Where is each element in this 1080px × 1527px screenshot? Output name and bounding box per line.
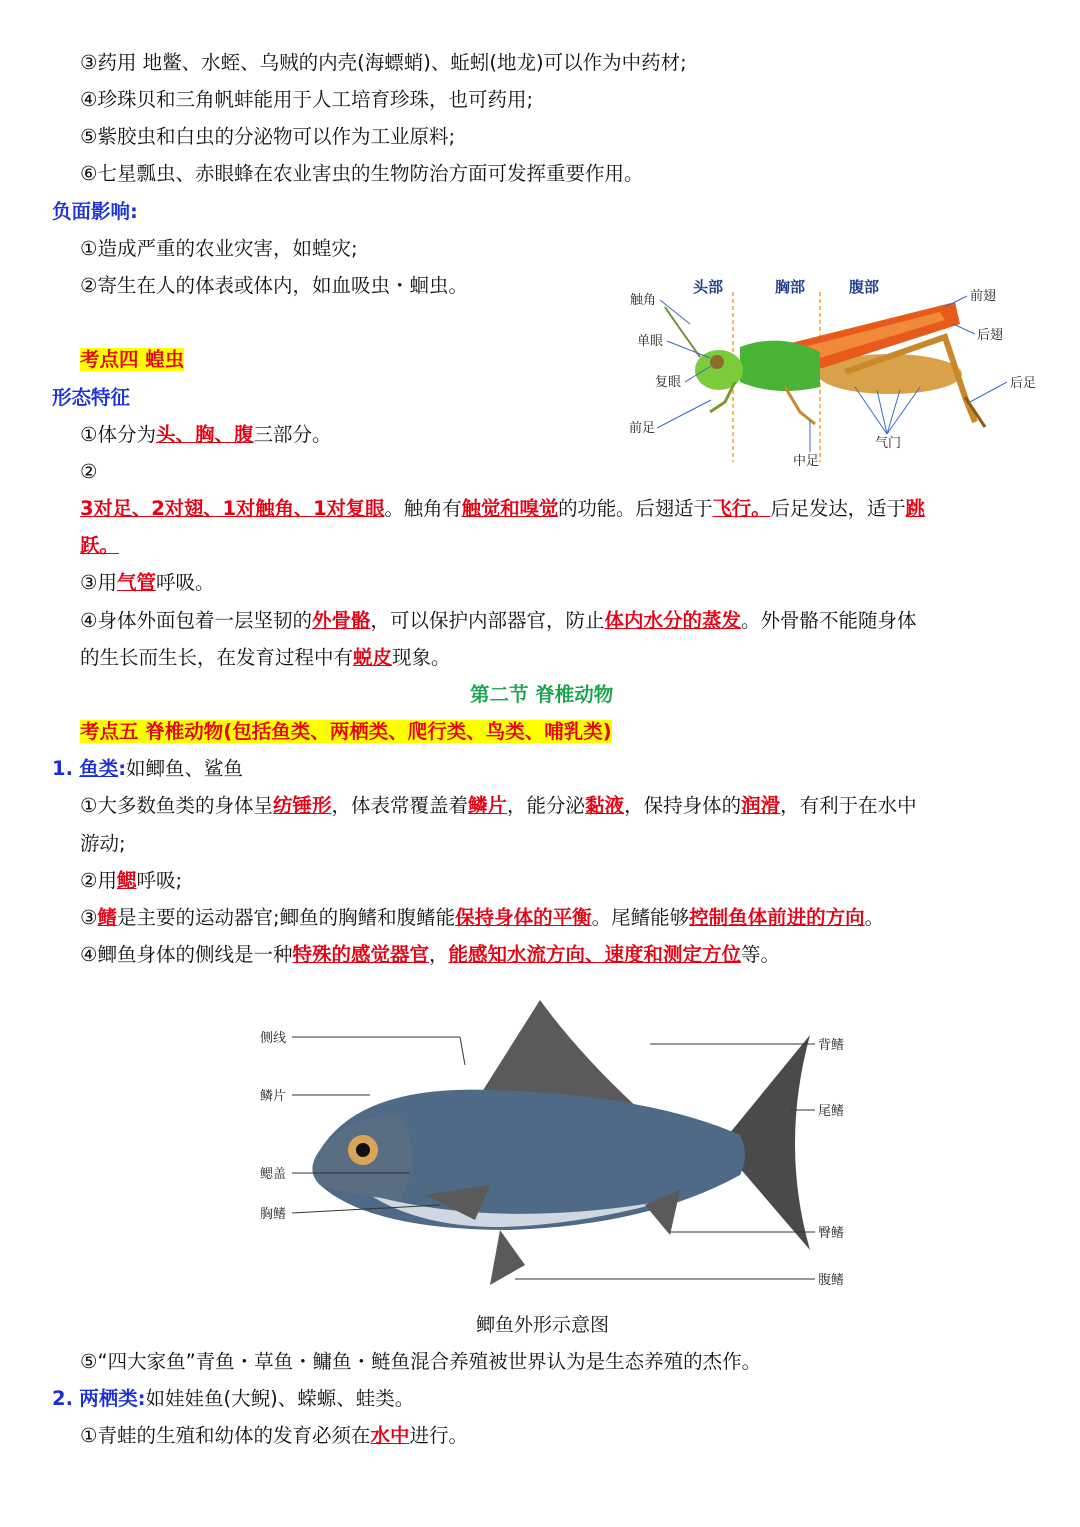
locust-label-compound-eye: 复眼	[655, 375, 682, 390]
negative-item-1: ①造成严重的农业灾害，如蝗灾;	[80, 237, 358, 260]
fish-label: 鱼类	[79, 757, 119, 780]
morph-item-2-number: ②	[80, 460, 98, 483]
text: 三部分。	[253, 423, 332, 446]
negative-impact-heading: 负面影响:	[52, 200, 138, 223]
fish-item-2	[80, 866, 182, 896]
highlight: 蜕皮	[353, 646, 393, 669]
text: ，保持身体的	[624, 794, 742, 817]
text: ，可以保护内部器官，防止	[370, 609, 605, 632]
carp-label-caudal-fin: 尾鳍	[818, 1104, 845, 1119]
highlight: 水中	[370, 1424, 410, 1447]
highlight: 特殊的感觉器官	[292, 943, 429, 966]
fish-heading	[52, 754, 243, 784]
fish-item-5: ⑤“四大家鱼”青鱼・草鱼・鳙鱼・鲢鱼混合养殖被世界认为是生态养殖的杰作。	[80, 1350, 762, 1373]
carp-label-scales: 鳞片	[260, 1089, 287, 1104]
morph-item-2	[80, 494, 925, 524]
highlight: 头、胸、腹	[155, 423, 254, 446]
negative-item-2: ②寄生在人的体表或体内，如血吸虫・蛔虫。	[80, 274, 468, 297]
key-point-5	[80, 717, 612, 747]
text: 。外骨骼不能随身体	[741, 609, 917, 632]
highlight: 触觉和嗅觉	[461, 497, 559, 520]
locust-label-hindwing: 后翅	[977, 328, 1004, 343]
carp-label-dorsal-fin: 背鳍	[818, 1038, 845, 1053]
locust-midleg	[785, 387, 815, 424]
highlight: 鳞片	[468, 794, 508, 817]
morph-item-4-cont	[80, 643, 451, 673]
use-medicine-line: ③药用 地鳖、水蛭、乌贼的内壳(海螵蛸)、蚯蚓(地龙)可以作为中药材;	[80, 51, 687, 74]
highlight: 气管	[116, 571, 156, 594]
locust-label-hindleg: 后足	[1010, 376, 1037, 391]
text: ①大多数鱼类的身体呈	[80, 794, 273, 817]
amphibian-item-1	[80, 1421, 468, 1451]
fish-number: 1.	[52, 757, 73, 780]
fish-item-1-cont: 游动;	[80, 832, 126, 855]
highlight: 外骨骼	[311, 609, 371, 632]
carp-label-operculum: 鳃盖	[260, 1167, 287, 1182]
locust-label-midleg: 中足	[793, 454, 820, 469]
section-title: 第二节 脊椎动物	[470, 683, 614, 706]
fish-item-3	[80, 903, 884, 933]
highlight: 鳍	[97, 906, 117, 929]
amphibian-colon: :	[137, 1387, 146, 1410]
morph-item-4	[80, 606, 917, 636]
morphology-heading: 形态特征	[52, 386, 131, 409]
text: ，	[429, 943, 449, 966]
carp-diagram	[250, 995, 860, 1300]
highlight: 飞行。	[712, 497, 771, 520]
text: 现象。	[392, 646, 451, 669]
text: ①体分为	[80, 423, 156, 446]
carp-label-lateral-line: 侧线	[260, 1031, 287, 1046]
locust-antenna	[665, 307, 700, 357]
text: ④身体外面包着一层坚韧的	[80, 609, 312, 632]
fish-colon: :	[118, 757, 127, 780]
locust-label-foreleg: 前足	[629, 421, 656, 436]
amphibian-label: 两栖类	[79, 1387, 138, 1410]
locust-label-thorax: 胸部	[775, 278, 806, 296]
morph-item-2-cont	[80, 531, 119, 561]
amphibian-number: 2.	[52, 1387, 73, 1410]
text: ，能分泌	[507, 794, 586, 817]
use-biocontrol-line: ⑥七星瓢虫、赤眼蜂在农业害虫的生物防治方面可发挥重要作用。	[80, 162, 644, 185]
use-pearl-line: ④珍珠贝和三角帆蚌能用于人工培育珍珠，也可药用;	[80, 88, 534, 111]
highlight: 控制鱼体前进的方向	[689, 906, 865, 929]
locust-label-ocellus: 单眼	[637, 334, 664, 349]
fish-caption: 鲫鱼外形示意图	[476, 1314, 610, 1336]
locust-label-head: 头部	[693, 278, 724, 296]
locust-label-abdomen: 腹部	[849, 278, 880, 296]
highlight: 跳	[905, 497, 925, 520]
key-point-4-label: 考点四 蝗虫	[80, 348, 185, 371]
text: 后足发达，适于	[770, 497, 906, 520]
carp-pelvic-fin	[490, 1230, 525, 1285]
locust-diagram	[615, 262, 1050, 472]
amphibian-examples: 如娃娃鱼(大鲵)、蝾螈、蛙类。	[145, 1387, 415, 1410]
fish-item-4	[80, 940, 780, 970]
locust-thorax	[740, 341, 820, 391]
highlight: 纺锤形	[272, 794, 332, 817]
text: 呼吸;	[136, 869, 183, 892]
highlight: 润滑	[741, 794, 781, 817]
text: 。尾鳍能够	[591, 906, 690, 929]
locust-label-spiracle: 气门	[875, 436, 902, 451]
text: 。	[864, 906, 885, 929]
text: 等。	[741, 943, 781, 966]
text: ，体表常覆盖着	[331, 794, 469, 817]
carp-label-pelvic-fin: 腹鳍	[818, 1273, 845, 1288]
text: ③	[80, 906, 98, 929]
highlight: 跃。	[80, 534, 120, 557]
highlight: 能感知水流方向、速度和测定方位	[448, 943, 742, 966]
text: ①青蛙的生殖和幼体的发育必须在	[80, 1424, 371, 1447]
text: 是主要的运动器官;鲫鱼的胸鳍和腹鳍能	[117, 906, 456, 929]
text: ②用	[80, 869, 117, 892]
text: 进行。	[409, 1424, 469, 1447]
highlight: 保持身体的平衡	[455, 906, 592, 929]
fish-examples: 如鲫鱼、鲨鱼	[126, 757, 244, 780]
highlight: 3对足、2对翅、1对触角、1对复眼	[80, 497, 385, 520]
text: ，有利于在水中	[780, 794, 917, 817]
key-point-5-label: 考点五 脊椎动物(包括鱼类、两栖类、爬行类、鸟类、哺乳类)	[80, 720, 612, 743]
use-industry-line: ⑤紫胶虫和白虫的分泌物可以作为工业原料;	[80, 125, 456, 148]
fish-item-1	[80, 791, 917, 821]
amphibian-heading	[52, 1384, 414, 1414]
highlight: 黏液	[585, 794, 625, 817]
text: ④鲫鱼身体的侧线是一种	[80, 943, 293, 966]
text: 。触角有	[384, 497, 462, 520]
morph-item-1	[80, 420, 332, 450]
locust-eye	[710, 355, 724, 369]
morph-item-3	[80, 568, 215, 598]
locust-label-antenna: 触角	[630, 293, 657, 308]
highlight: 鳃	[116, 869, 137, 892]
key-point-4	[80, 345, 184, 375]
text: 的功能。后翅适于	[558, 497, 713, 520]
carp-label-anal-fin: 臀鳍	[818, 1226, 845, 1241]
text: 的生长而生长，在发育过程中有	[80, 646, 354, 669]
text: 呼吸。	[156, 571, 215, 594]
locust-label-forewing: 前翅	[970, 289, 997, 304]
text: ③用	[80, 571, 117, 594]
highlight: 体内水分的蒸发	[604, 609, 742, 632]
carp-label-pectoral-fin: 胸鳍	[260, 1207, 287, 1222]
carp-pupil	[356, 1143, 370, 1157]
